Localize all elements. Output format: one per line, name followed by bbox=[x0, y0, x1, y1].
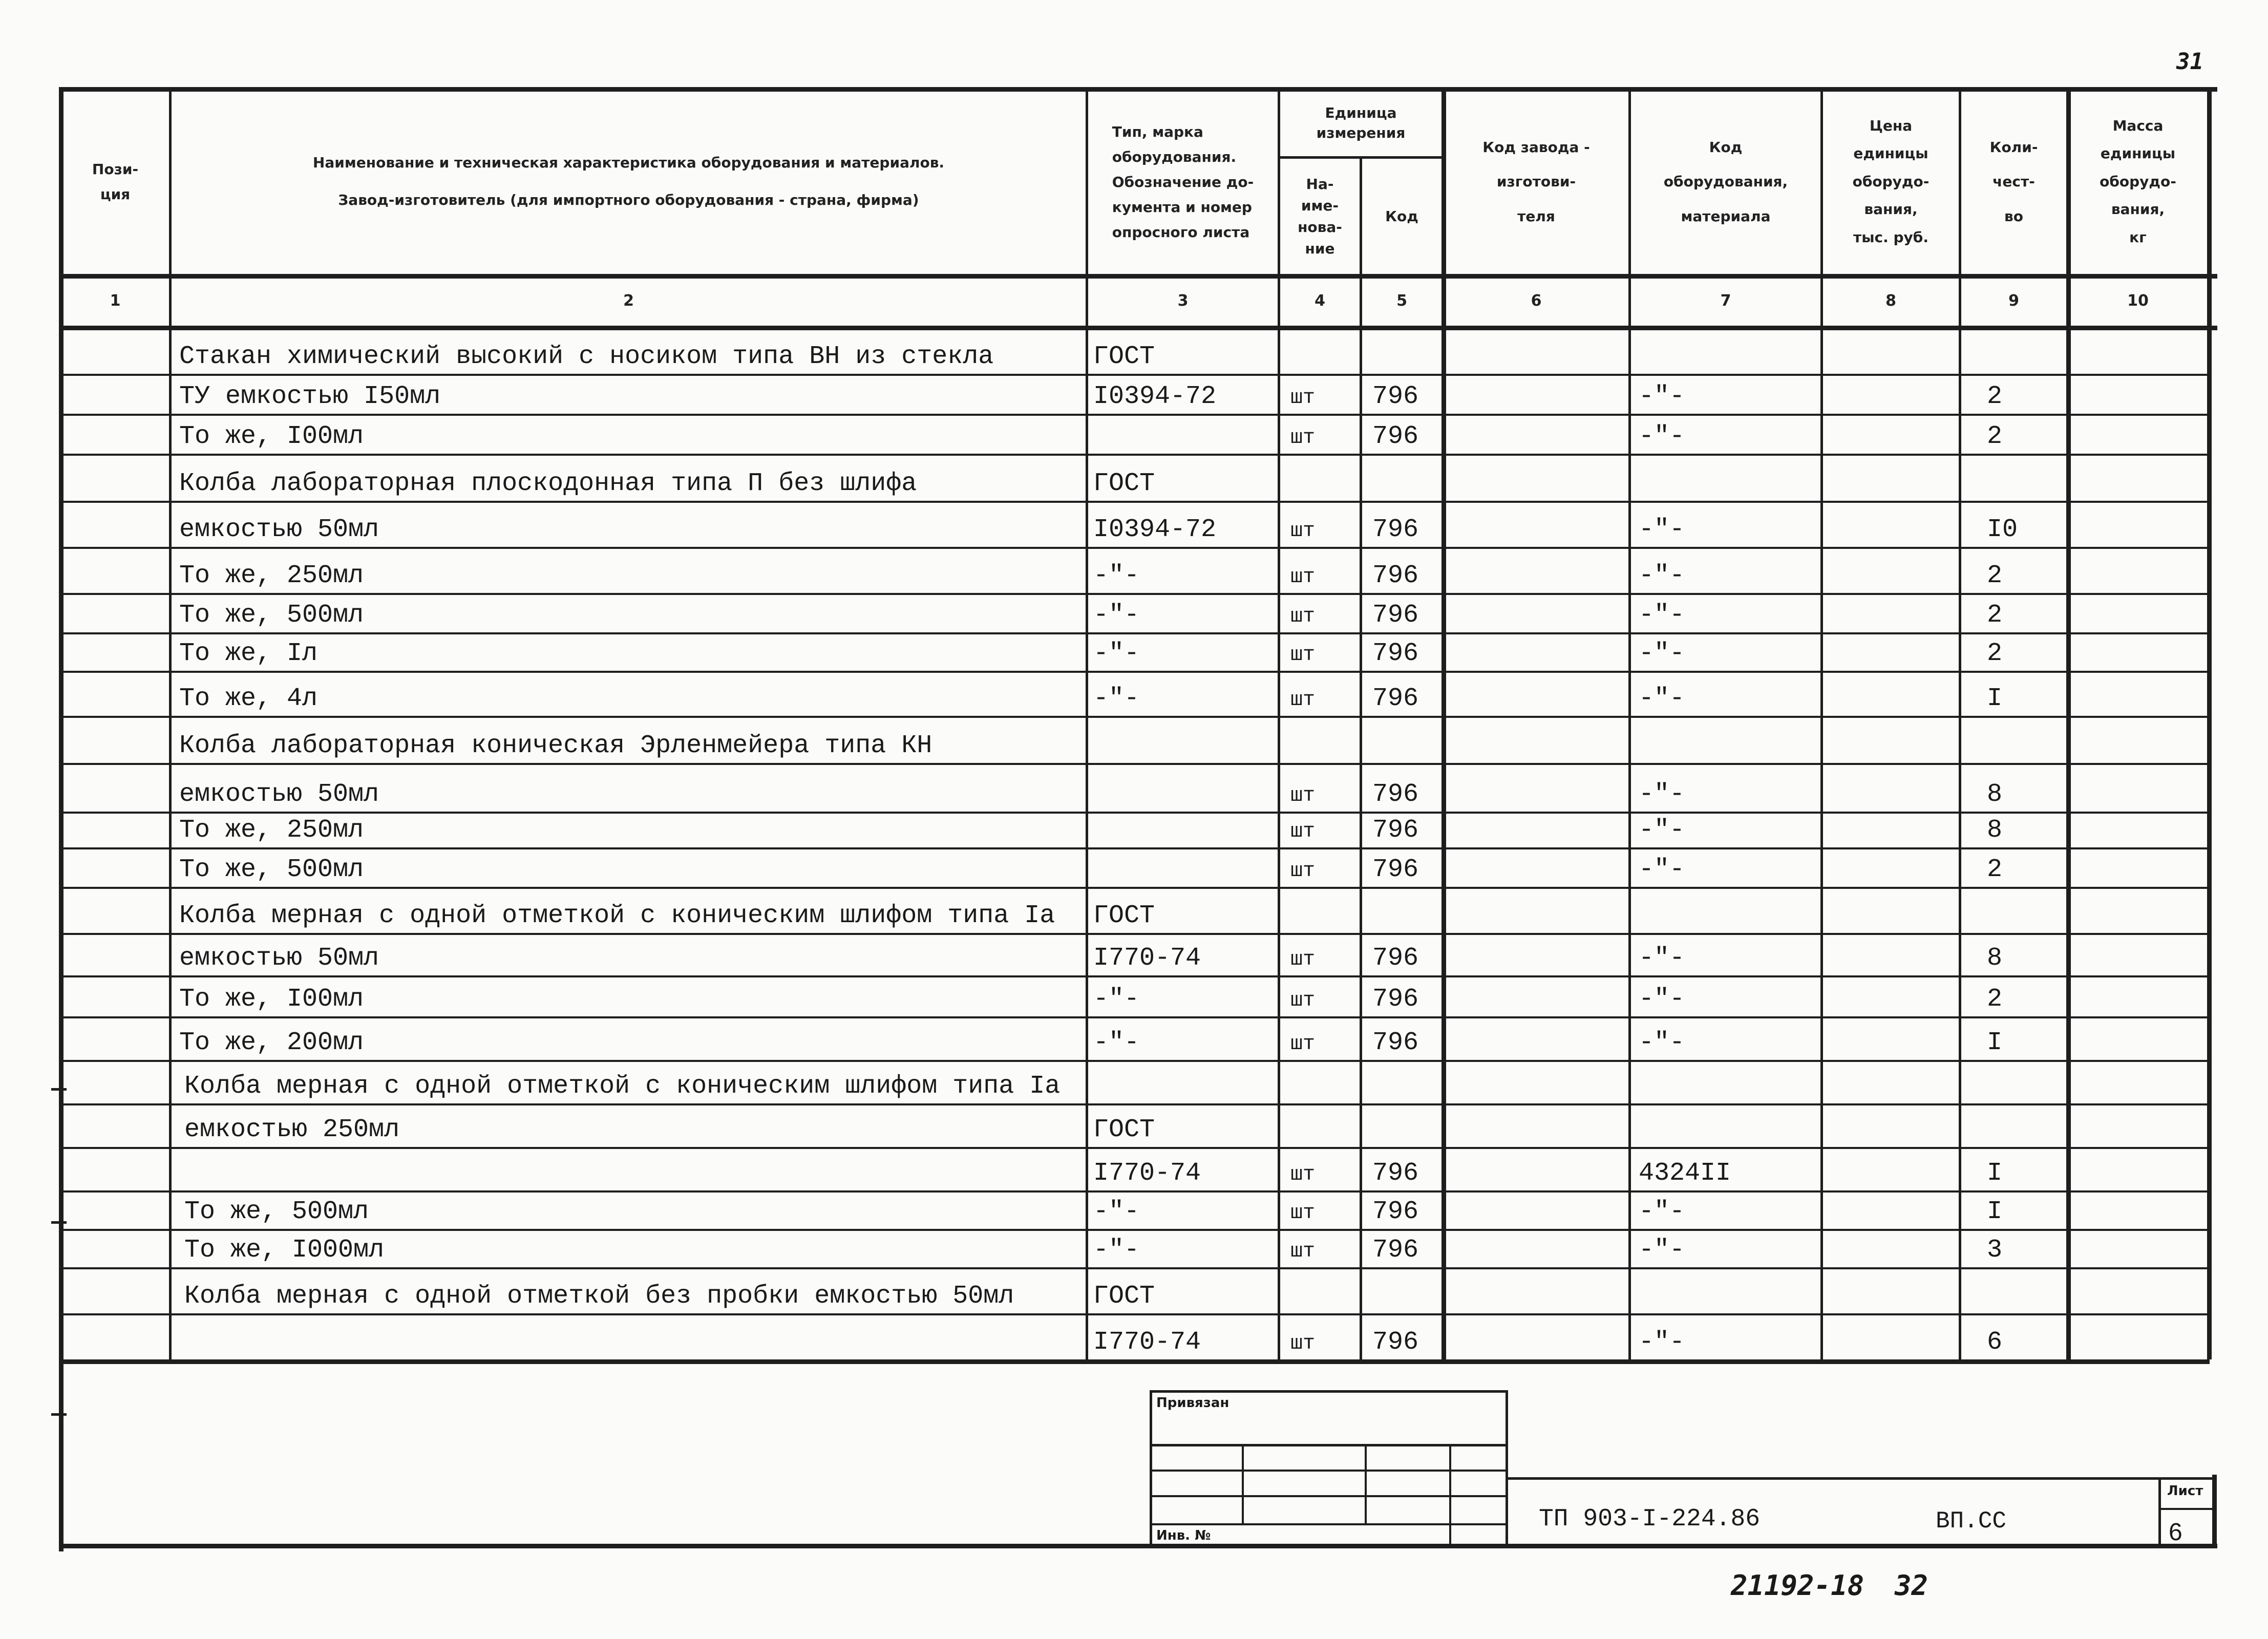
item-document: ГОСТ bbox=[1093, 1115, 1155, 1144]
item-unit-code: 796 bbox=[1372, 780, 1419, 809]
item-material-code: -"- bbox=[1639, 1028, 1685, 1057]
item-unit-code: 796 bbox=[1372, 1197, 1419, 1226]
sheet-bottom-border bbox=[59, 1544, 2217, 1548]
item-material-code: -"- bbox=[1639, 855, 1685, 884]
row-separator bbox=[61, 716, 2207, 718]
stamp-line-d bbox=[1150, 1523, 1506, 1525]
item-name: То же, 500мл bbox=[179, 601, 364, 630]
item-material-code: -"- bbox=[1639, 780, 1685, 809]
item-unit: шт bbox=[1290, 820, 1316, 843]
stamp-v2 bbox=[1365, 1444, 1367, 1523]
stamp-right bbox=[1506, 1390, 1508, 1546]
row-separator bbox=[61, 454, 2207, 456]
row-separator bbox=[61, 933, 2207, 935]
item-unit: шт bbox=[1290, 1332, 1316, 1355]
item-unit: шт bbox=[1290, 387, 1316, 410]
header-quantity: Коли- чест- во bbox=[1989, 139, 2038, 225]
item-quantity: 2 bbox=[1987, 639, 2003, 668]
column-number-1: 1 bbox=[110, 291, 121, 310]
item-name: Стакан химический высокий с носиком типа ВН из стекла bbox=[179, 342, 994, 371]
title-strip-top bbox=[1506, 1477, 2212, 1480]
margin-tick-3 bbox=[51, 1413, 67, 1416]
col-line-10 bbox=[2207, 87, 2212, 1359]
item-material-code: -"- bbox=[1639, 422, 1685, 451]
item-quantity: 8 bbox=[1987, 944, 2003, 973]
row-separator bbox=[61, 593, 2207, 595]
sheet-label: Лист bbox=[2167, 1483, 2203, 1499]
column-number-3: 3 bbox=[1177, 291, 1189, 310]
sheet-box-left bbox=[2158, 1477, 2161, 1546]
page-corner-number: 31 bbox=[2176, 49, 2203, 75]
item-quantity: 8 bbox=[1987, 816, 2003, 845]
item-name: Колба мерная с одной отметкой без пробки емкостью 50мл bbox=[184, 1282, 1014, 1311]
sheet-number: 6 bbox=[2169, 1519, 2182, 1546]
header-material-code: Код оборудования, материала bbox=[1663, 139, 1788, 225]
item-unit-code: 796 bbox=[1372, 944, 1419, 973]
item-name: Колба мерная с одной отметкой с коническим шлифом типа Iа bbox=[179, 901, 1055, 930]
sheet-box-divider bbox=[2158, 1508, 2212, 1510]
item-material-code: -"- bbox=[1639, 944, 1685, 973]
header-unit-code: Код bbox=[1385, 208, 1418, 225]
item-unit-code: 796 bbox=[1372, 1028, 1419, 1057]
row-separator bbox=[61, 1190, 2207, 1193]
column-number-4: 4 bbox=[1315, 291, 1325, 310]
stamp-line-c bbox=[1150, 1495, 1506, 1497]
item-unit-code: 796 bbox=[1372, 1159, 1419, 1188]
column-number-9: 9 bbox=[2008, 291, 2019, 310]
item-document: -"- bbox=[1093, 684, 1140, 713]
item-material-code: -"- bbox=[1639, 639, 1685, 668]
stamp-v3 bbox=[1449, 1444, 1451, 1546]
item-material-code: -"- bbox=[1639, 382, 1685, 411]
item-unit-code: 796 bbox=[1372, 985, 1419, 1014]
sheet-right-border bbox=[2212, 1475, 2217, 1546]
column-number-6: 6 bbox=[1531, 291, 1542, 310]
item-unit-code: 796 bbox=[1372, 561, 1419, 590]
item-unit: шт bbox=[1290, 1240, 1316, 1263]
item-document: I0394-72 bbox=[1093, 515, 1217, 544]
header-price: Цена единицы оборудо- вания, тыс. руб. bbox=[1852, 117, 1930, 246]
item-document: ГОСТ bbox=[1093, 469, 1155, 498]
item-unit-code: 796 bbox=[1372, 816, 1419, 845]
item-name: ТУ емкостью I50мл bbox=[179, 382, 441, 411]
row-separator bbox=[61, 975, 2207, 977]
item-material-code: -"- bbox=[1639, 601, 1685, 630]
item-unit: шт bbox=[1290, 989, 1316, 1012]
item-material-code: -"- bbox=[1639, 1328, 1685, 1357]
item-quantity: 6 bbox=[1987, 1328, 2003, 1357]
item-quantity: I bbox=[1987, 1028, 2003, 1057]
row-separator bbox=[61, 763, 2207, 765]
item-unit: шт bbox=[1290, 1202, 1316, 1225]
item-unit-code: 796 bbox=[1372, 422, 1419, 451]
row-separator bbox=[61, 847, 2207, 849]
col-line-4 bbox=[1360, 156, 1362, 1359]
item-document: -"- bbox=[1093, 985, 1140, 1014]
row-separator bbox=[61, 414, 2207, 416]
item-name: емкостью 50мл bbox=[179, 780, 379, 809]
item-name: То же, I00мл bbox=[179, 422, 364, 451]
item-unit-code: 796 bbox=[1372, 855, 1419, 884]
colnum-bottom-border bbox=[59, 326, 2217, 330]
item-unit: шт bbox=[1290, 689, 1316, 712]
item-name: Колба лабораторная плоскодонная типа П без шлифа bbox=[179, 469, 917, 498]
item-document: ГОСТ bbox=[1093, 1282, 1155, 1311]
item-document: I770-74 bbox=[1093, 944, 1201, 973]
item-unit-code: 796 bbox=[1372, 639, 1419, 668]
item-name: То же, 500мл bbox=[179, 855, 364, 884]
item-document: ГОСТ bbox=[1093, 901, 1155, 930]
item-quantity: 3 bbox=[1987, 1236, 2003, 1265]
row-separator bbox=[61, 374, 2207, 376]
row-separator bbox=[61, 1267, 2207, 1269]
item-material-code: -"- bbox=[1639, 561, 1685, 590]
stamp-line-b bbox=[1150, 1470, 1506, 1472]
item-name: емкостью 250мл bbox=[184, 1115, 400, 1144]
row-separator bbox=[61, 632, 2207, 634]
item-name: То же, I00мл bbox=[179, 985, 364, 1014]
column-number-2: 2 bbox=[623, 291, 634, 310]
header-position: Пози- ция bbox=[92, 161, 139, 203]
item-document: ГОСТ bbox=[1093, 342, 1155, 371]
item-unit: шт bbox=[1290, 427, 1316, 450]
item-document: -"- bbox=[1093, 1028, 1140, 1057]
item-material-code: -"- bbox=[1639, 985, 1685, 1014]
column-number-5: 5 bbox=[1396, 291, 1407, 310]
item-unit: шт bbox=[1290, 784, 1316, 807]
item-unit-code: 796 bbox=[1372, 1236, 1419, 1265]
item-document: -"- bbox=[1093, 639, 1140, 668]
row-separator bbox=[61, 501, 2207, 503]
inv-number-label: Инв. № bbox=[1156, 1528, 1211, 1543]
item-unit: шт bbox=[1290, 566, 1316, 589]
stamp-v1 bbox=[1242, 1444, 1244, 1523]
row-separator bbox=[61, 1229, 2207, 1231]
stamp-top bbox=[1150, 1390, 1506, 1393]
privyazan-label: Привязан bbox=[1156, 1395, 1230, 1411]
item-quantity: 2 bbox=[1987, 561, 2003, 590]
item-unit-code: 796 bbox=[1372, 1328, 1419, 1357]
item-quantity: I bbox=[1987, 1197, 2003, 1226]
item-material-code: -"- bbox=[1639, 816, 1685, 845]
row-separator bbox=[61, 1103, 2207, 1105]
item-unit: шт bbox=[1290, 860, 1316, 883]
item-unit: шт bbox=[1290, 644, 1316, 667]
archive-page: 32 bbox=[1895, 1569, 1928, 1602]
item-quantity: 2 bbox=[1987, 382, 2003, 411]
item-quantity: 8 bbox=[1987, 780, 2003, 809]
header-unit-group: Единица измерения bbox=[1316, 104, 1406, 141]
item-material-code: -"- bbox=[1639, 684, 1685, 713]
margin-tick-2 bbox=[51, 1221, 67, 1224]
item-name: емкостью 50мл bbox=[179, 515, 379, 544]
header-name: Наименование и техническая характеристика оборудования и материалов. Завод-изготовитель (для импортного оборудования - страна, фирма) bbox=[312, 154, 945, 208]
item-unit-code: 796 bbox=[1372, 601, 1419, 630]
item-name: То же, I000мл bbox=[184, 1236, 385, 1265]
row-separator bbox=[61, 1016, 2207, 1018]
column-number-10: 10 bbox=[2127, 291, 2149, 310]
row-separator bbox=[61, 887, 2207, 889]
item-document: I0394-72 bbox=[1093, 382, 1217, 411]
column-number-8: 8 bbox=[1885, 291, 1896, 310]
item-unit: шт bbox=[1290, 605, 1316, 628]
item-unit-code: 796 bbox=[1372, 515, 1419, 544]
item-name: емкостью 50мл bbox=[179, 944, 379, 973]
item-quantity: I bbox=[1987, 1159, 2003, 1188]
item-document: -"- bbox=[1093, 601, 1140, 630]
item-name: Колба лабораторная коническая Эрленмейера типа КН bbox=[179, 731, 932, 760]
item-name: То же, 250мл bbox=[179, 561, 364, 590]
item-quantity: 2 bbox=[1987, 422, 2003, 451]
item-unit-code: 796 bbox=[1372, 382, 1419, 411]
row-separator bbox=[61, 671, 2207, 673]
item-name: То же, 500мл bbox=[184, 1197, 369, 1226]
header-unit-name: На- име- нова- ние bbox=[1298, 175, 1342, 257]
row-separator bbox=[61, 1060, 2207, 1062]
row-separator bbox=[61, 812, 2207, 814]
row-separator bbox=[61, 1313, 2207, 1315]
header-type: Тип, марка оборудования. Обозначение до- кумента и номер опросного листа bbox=[1112, 123, 1254, 241]
header-factory-code: Код завода - изготови- теля bbox=[1482, 139, 1590, 225]
item-document: -"- bbox=[1093, 1197, 1140, 1226]
item-unit-code: 796 bbox=[1372, 684, 1419, 713]
item-material-code: -"- bbox=[1639, 515, 1685, 544]
header-mass: Масса единицы оборудо- вания, кг bbox=[2100, 117, 2176, 246]
item-document: I770-74 bbox=[1093, 1328, 1201, 1357]
item-quantity: 2 bbox=[1987, 855, 2003, 884]
item-unit: шт bbox=[1290, 520, 1316, 543]
item-quantity: 2 bbox=[1987, 601, 2003, 630]
item-document: -"- bbox=[1093, 561, 1140, 590]
row-separator bbox=[61, 1147, 2207, 1149]
section-code: ВП.СС bbox=[1936, 1508, 2007, 1535]
item-document: -"- bbox=[1093, 1236, 1140, 1265]
item-document: I770-74 bbox=[1093, 1159, 1201, 1188]
item-material-code: -"- bbox=[1639, 1197, 1685, 1226]
column-number-7: 7 bbox=[1720, 291, 1731, 310]
item-quantity: I0 bbox=[1987, 515, 2018, 544]
item-name: То же, 4л bbox=[179, 684, 318, 713]
item-unit: шт bbox=[1290, 948, 1316, 971]
row-separator bbox=[61, 547, 2207, 549]
item-name: То же, Iл bbox=[179, 639, 318, 668]
item-quantity: 2 bbox=[1987, 985, 2003, 1014]
item-material-code: -"- bbox=[1639, 1236, 1685, 1265]
item-quantity: I bbox=[1987, 684, 2003, 713]
item-name: Колба мерная с одной отметкой с коническим шлифом типа Iа bbox=[184, 1072, 1061, 1101]
item-unit: шт bbox=[1290, 1033, 1316, 1056]
document-designation: ТП 903-I-224.86 bbox=[1539, 1505, 1761, 1533]
item-material-code: 4324II bbox=[1639, 1159, 1731, 1188]
stamp-left bbox=[1150, 1390, 1152, 1546]
item-name: То же, 200мл bbox=[179, 1028, 364, 1057]
margin-tick-1 bbox=[51, 1088, 67, 1091]
stamp-line-a bbox=[1150, 1444, 1506, 1446]
table-body-bottom bbox=[59, 1359, 2210, 1364]
item-name: То же, 250мл bbox=[179, 816, 364, 845]
archive-number: 21192-18 bbox=[1731, 1569, 1864, 1602]
item-unit: шт bbox=[1290, 1163, 1316, 1186]
